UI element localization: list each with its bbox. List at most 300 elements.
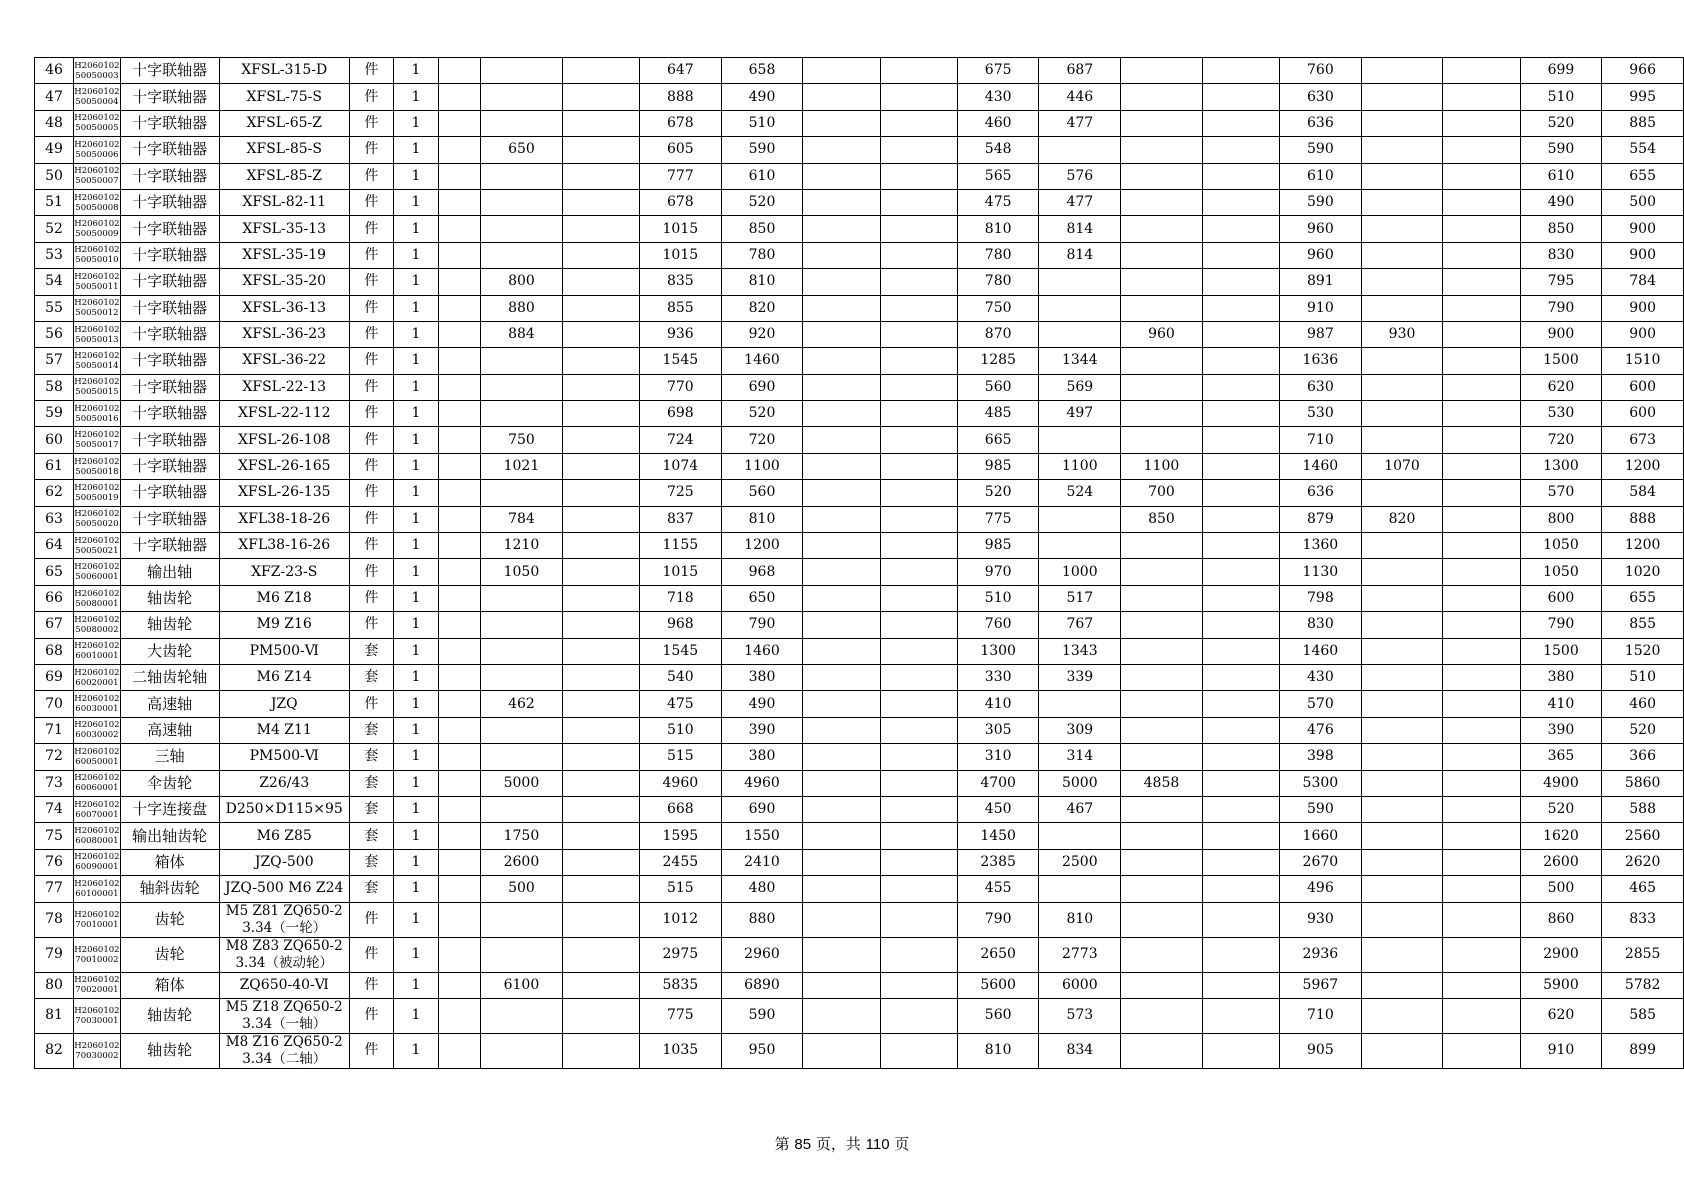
cell-spec: XFSL-85-S (219, 137, 349, 163)
cell-price-7 (880, 348, 957, 374)
cell-price-11 (1202, 972, 1279, 998)
cell-price-3 (562, 717, 639, 743)
cell-price-1 (438, 163, 480, 189)
cell-price-14 (1443, 374, 1520, 400)
cell-price-1 (438, 401, 480, 427)
cell-price-3 (562, 849, 639, 875)
cell-price-9 (1039, 295, 1121, 321)
cell-price-15: 610 (1520, 163, 1602, 189)
cell-price-9: 477 (1039, 189, 1121, 215)
cell-price-15: 860 (1520, 902, 1602, 937)
cell-price-1 (438, 717, 480, 743)
cell-price-13 (1361, 480, 1443, 506)
cell-price-15: 410 (1520, 691, 1602, 717)
cell-qty: 1 (393, 691, 438, 717)
cell-price-9: 1343 (1039, 638, 1121, 664)
cell-price-9: 314 (1039, 744, 1121, 770)
cell-spec: M8 Z83 ZQ650-23.34（被动轮） (219, 937, 349, 972)
cell-price-15: 620 (1520, 374, 1602, 400)
cell-price-14 (1443, 559, 1520, 585)
cell-price-3 (562, 163, 639, 189)
cell-price-8: 2650 (957, 937, 1039, 972)
cell-price-4: 835 (640, 269, 722, 295)
cell-name: 十字联轴器 (120, 401, 219, 427)
cell-unit: 件 (349, 998, 393, 1033)
cell-price-13 (1361, 137, 1443, 163)
cell-unit: 件 (349, 189, 393, 215)
cell-spec: XFSL-85-Z (219, 163, 349, 189)
cell-price-5: 920 (721, 321, 803, 347)
cell-price-9: 477 (1039, 110, 1121, 136)
cell-price-4: 1155 (640, 533, 722, 559)
cell-price-2: 6100 (481, 972, 563, 998)
cell-unit: 件 (349, 972, 393, 998)
cell-code: H206010250050021 (74, 533, 121, 559)
cell-name: 十字联轴器 (120, 295, 219, 321)
cell-name: 十字连接盘 (120, 796, 219, 822)
cell-price-3 (562, 58, 639, 84)
cell-unit: 件 (349, 506, 393, 532)
cell-price-14 (1443, 664, 1520, 690)
cell-price-15: 830 (1520, 242, 1602, 268)
cell-price-2 (481, 110, 563, 136)
cell-price-6 (803, 216, 880, 242)
cell-price-8: 810 (957, 216, 1039, 242)
cell-price-15: 2600 (1520, 849, 1602, 875)
cell-qty: 1 (393, 58, 438, 84)
cell-price-4: 647 (640, 58, 722, 84)
cell-price-3 (562, 770, 639, 796)
cell-spec: JZQ (219, 691, 349, 717)
cell-price-8: 750 (957, 295, 1039, 321)
cell-price-8: 780 (957, 242, 1039, 268)
cell-price-12: 930 (1280, 902, 1362, 937)
cell-price-1 (438, 189, 480, 215)
cell-price-4: 515 (640, 876, 722, 902)
cell-price-4: 718 (640, 585, 722, 611)
cell-price-2: 750 (481, 427, 563, 453)
cell-price-3 (562, 348, 639, 374)
cell-price-1 (438, 84, 480, 110)
cell-price-14 (1443, 691, 1520, 717)
table-row (35, 137, 1684, 163)
table-row (35, 348, 1684, 374)
cell-price-5: 950 (721, 1033, 803, 1068)
cell-price-6 (803, 638, 880, 664)
cell-price-4: 770 (640, 374, 722, 400)
cell-price-1 (438, 972, 480, 998)
cell-price-14 (1443, 796, 1520, 822)
cell-price-12: 1460 (1280, 638, 1362, 664)
cell-price-15: 2900 (1520, 937, 1602, 972)
cell-price-14 (1443, 506, 1520, 532)
footer-middle: 页，共 (815, 1135, 861, 1153)
cell-price-16: 465 (1602, 876, 1684, 902)
cell-price-11 (1202, 453, 1279, 479)
cell-price-5: 1460 (721, 348, 803, 374)
cell-price-9: 814 (1039, 242, 1121, 268)
cell-spec: M6 Z14 (219, 664, 349, 690)
cell-code: H206010260060001 (74, 770, 121, 796)
cell-spec: PM500-Ⅵ (219, 744, 349, 770)
cell-price-12: 590 (1280, 796, 1362, 822)
cell-price-12: 590 (1280, 189, 1362, 215)
cell-no: 81 (35, 998, 74, 1033)
cell-price-12: 636 (1280, 480, 1362, 506)
cell-price-4: 968 (640, 612, 722, 638)
cell-no: 56 (35, 321, 74, 347)
cell-price-10: 1100 (1121, 453, 1203, 479)
cell-price-11 (1202, 427, 1279, 453)
cell-name: 齿轮 (120, 937, 219, 972)
cell-price-4: 724 (640, 427, 722, 453)
cell-price-7 (880, 691, 957, 717)
cell-price-8: 870 (957, 321, 1039, 347)
cell-price-10 (1121, 533, 1203, 559)
cell-qty: 1 (393, 796, 438, 822)
cell-no: 79 (35, 937, 74, 972)
cell-no: 75 (35, 823, 74, 849)
cell-price-10: 4858 (1121, 770, 1203, 796)
cell-price-13 (1361, 533, 1443, 559)
cell-price-11 (1202, 189, 1279, 215)
cell-price-6 (803, 664, 880, 690)
footer-total-pages: 110 (865, 1136, 890, 1153)
cell-spec: M9 Z16 (219, 612, 349, 638)
cell-price-5: 780 (721, 242, 803, 268)
cell-code: H206010260020001 (74, 664, 121, 690)
cell-price-5: 810 (721, 269, 803, 295)
table-row (35, 110, 1684, 136)
cell-price-13 (1361, 242, 1443, 268)
cell-price-13 (1361, 796, 1443, 822)
cell-price-12: 590 (1280, 137, 1362, 163)
cell-name: 十字联轴器 (120, 110, 219, 136)
cell-qty: 1 (393, 348, 438, 374)
cell-price-9 (1039, 533, 1121, 559)
cell-price-4: 510 (640, 717, 722, 743)
cell-price-1 (438, 876, 480, 902)
cell-price-16: 2855 (1602, 937, 1684, 972)
cell-qty: 1 (393, 998, 438, 1033)
cell-price-1 (438, 664, 480, 690)
cell-unit: 件 (349, 295, 393, 321)
cell-price-12: 905 (1280, 1033, 1362, 1068)
cell-price-13 (1361, 58, 1443, 84)
cell-price-10 (1121, 163, 1203, 189)
table-body (35, 58, 1684, 1069)
table-row (35, 216, 1684, 242)
cell-code: H206010260100001 (74, 876, 121, 902)
cell-price-7 (880, 717, 957, 743)
cell-price-4: 2975 (640, 937, 722, 972)
cell-price-10 (1121, 559, 1203, 585)
cell-price-11 (1202, 533, 1279, 559)
cell-price-7 (880, 1033, 957, 1068)
price-table (34, 57, 1684, 1069)
table-row (35, 295, 1684, 321)
cell-price-7 (880, 770, 957, 796)
cell-price-13 (1361, 110, 1443, 136)
cell-price-10: 700 (1121, 480, 1203, 506)
cell-price-6 (803, 744, 880, 770)
cell-qty: 1 (393, 1033, 438, 1068)
cell-price-13 (1361, 295, 1443, 321)
cell-price-16: 673 (1602, 427, 1684, 453)
cell-price-7 (880, 216, 957, 242)
cell-price-14 (1443, 189, 1520, 215)
cell-name: 十字联轴器 (120, 216, 219, 242)
cell-no: 58 (35, 374, 74, 400)
cell-unit: 件 (349, 374, 393, 400)
cell-price-10 (1121, 972, 1203, 998)
cell-price-8: 1300 (957, 638, 1039, 664)
cell-price-3 (562, 242, 639, 268)
cell-price-13: 1070 (1361, 453, 1443, 479)
cell-price-5: 658 (721, 58, 803, 84)
cell-code: H206010250050017 (74, 427, 121, 453)
cell-qty: 1 (393, 533, 438, 559)
cell-price-15: 620 (1520, 998, 1602, 1033)
cell-price-6 (803, 849, 880, 875)
cell-price-7 (880, 796, 957, 822)
cell-price-12: 496 (1280, 876, 1362, 902)
cell-price-4: 540 (640, 664, 722, 690)
cell-name: 箱体 (120, 849, 219, 875)
cell-qty: 1 (393, 506, 438, 532)
cell-qty: 1 (393, 902, 438, 937)
cell-price-8: 810 (957, 1033, 1039, 1068)
cell-price-1 (438, 242, 480, 268)
cell-price-8: 485 (957, 401, 1039, 427)
cell-price-10 (1121, 242, 1203, 268)
cell-unit: 件 (349, 691, 393, 717)
cell-price-15: 699 (1520, 58, 1602, 84)
cell-price-8: 548 (957, 137, 1039, 163)
cell-price-7 (880, 321, 957, 347)
cell-price-11 (1202, 321, 1279, 347)
cell-price-7 (880, 937, 957, 972)
cell-price-7 (880, 480, 957, 506)
cell-spec: XFSL-36-13 (219, 295, 349, 321)
cell-price-15: 365 (1520, 744, 1602, 770)
cell-price-7 (880, 84, 957, 110)
cell-price-9: 834 (1039, 1033, 1121, 1068)
cell-name: 十字联轴器 (120, 189, 219, 215)
cell-price-14 (1443, 216, 1520, 242)
cell-price-2 (481, 796, 563, 822)
cell-code: H206010260090001 (74, 849, 121, 875)
cell-no: 74 (35, 796, 74, 822)
cell-price-14 (1443, 1033, 1520, 1068)
cell-code: H206010270010001 (74, 902, 121, 937)
cell-name: 轴齿轮 (120, 1033, 219, 1068)
cell-price-3 (562, 295, 639, 321)
cell-spec: M6 Z85 (219, 823, 349, 849)
cell-spec: M5 Z18 ZQ650-23.34（一轴） (219, 998, 349, 1033)
cell-price-15: 510 (1520, 84, 1602, 110)
cell-no: 47 (35, 84, 74, 110)
cell-price-3 (562, 937, 639, 972)
cell-unit: 件 (349, 321, 393, 347)
cell-no: 51 (35, 189, 74, 215)
cell-price-14 (1443, 401, 1520, 427)
cell-price-10 (1121, 189, 1203, 215)
cell-price-15: 720 (1520, 427, 1602, 453)
cell-name: 十字联轴器 (120, 58, 219, 84)
cell-price-11 (1202, 796, 1279, 822)
cell-price-4: 1545 (640, 348, 722, 374)
cell-price-10 (1121, 744, 1203, 770)
cell-price-2 (481, 401, 563, 427)
table-row (35, 533, 1684, 559)
cell-price-5: 480 (721, 876, 803, 902)
cell-code: H206010260070001 (74, 796, 121, 822)
cell-price-5: 590 (721, 137, 803, 163)
cell-price-3 (562, 876, 639, 902)
cell-price-5: 850 (721, 216, 803, 242)
table-row (35, 585, 1684, 611)
cell-price-10 (1121, 1033, 1203, 1068)
cell-price-1 (438, 1033, 480, 1068)
cell-price-14 (1443, 744, 1520, 770)
cell-code: H206010270030002 (74, 1033, 121, 1068)
cell-price-2 (481, 937, 563, 972)
cell-price-8: 330 (957, 664, 1039, 690)
cell-price-11 (1202, 374, 1279, 400)
cell-price-9 (1039, 137, 1121, 163)
cell-unit: 件 (349, 348, 393, 374)
cell-unit: 套 (349, 744, 393, 770)
cell-price-8: 1450 (957, 823, 1039, 849)
cell-spec: XFSL-22-13 (219, 374, 349, 400)
cell-price-3 (562, 559, 639, 585)
cell-price-4: 777 (640, 163, 722, 189)
cell-price-13 (1361, 374, 1443, 400)
cell-code: H206010250050005 (74, 110, 121, 136)
cell-code: H206010260080001 (74, 823, 121, 849)
cell-price-5: 1550 (721, 823, 803, 849)
cell-price-3 (562, 1033, 639, 1068)
cell-price-1 (438, 585, 480, 611)
cell-price-13 (1361, 84, 1443, 110)
cell-price-10 (1121, 902, 1203, 937)
cell-price-10 (1121, 58, 1203, 84)
cell-price-9: 1000 (1039, 559, 1121, 585)
cell-price-2: 650 (481, 137, 563, 163)
cell-price-15: 570 (1520, 480, 1602, 506)
cell-spec: XFSL-82-11 (219, 189, 349, 215)
cell-price-14 (1443, 717, 1520, 743)
cell-price-12: 910 (1280, 295, 1362, 321)
cell-price-11 (1202, 295, 1279, 321)
cell-price-12: 1360 (1280, 533, 1362, 559)
footer-suffix: 页 (894, 1135, 910, 1153)
cell-price-9: 814 (1039, 216, 1121, 242)
cell-price-15: 1050 (1520, 533, 1602, 559)
cell-price-4: 475 (640, 691, 722, 717)
cell-price-13 (1361, 876, 1443, 902)
cell-price-8: 985 (957, 453, 1039, 479)
cell-spec: XFSL-35-20 (219, 269, 349, 295)
cell-price-4: 1015 (640, 242, 722, 268)
cell-price-9: 810 (1039, 902, 1121, 937)
cell-price-13 (1361, 348, 1443, 374)
cell-price-16: 833 (1602, 902, 1684, 937)
cell-price-6 (803, 374, 880, 400)
cell-price-15: 795 (1520, 269, 1602, 295)
cell-price-5: 610 (721, 163, 803, 189)
cell-unit: 件 (349, 559, 393, 585)
cell-price-4: 1035 (640, 1033, 722, 1068)
cell-price-7 (880, 533, 957, 559)
cell-price-2 (481, 638, 563, 664)
cell-spec: XFSL-315-D (219, 58, 349, 84)
cell-price-11 (1202, 480, 1279, 506)
table-row (35, 480, 1684, 506)
cell-qty: 1 (393, 612, 438, 638)
cell-unit: 件 (349, 84, 393, 110)
cell-price-16: 1200 (1602, 453, 1684, 479)
cell-qty: 1 (393, 374, 438, 400)
cell-price-14 (1443, 585, 1520, 611)
table-row (35, 717, 1684, 743)
cell-price-15: 790 (1520, 612, 1602, 638)
cell-price-8: 455 (957, 876, 1039, 902)
cell-price-4: 515 (640, 744, 722, 770)
cell-no: 80 (35, 972, 74, 998)
cell-price-3 (562, 110, 639, 136)
cell-qty: 1 (393, 823, 438, 849)
cell-name: 十字联轴器 (120, 84, 219, 110)
cell-price-16: 520 (1602, 717, 1684, 743)
cell-spec: XFSL-65-Z (219, 110, 349, 136)
cell-price-9 (1039, 823, 1121, 849)
cell-price-2 (481, 717, 563, 743)
cell-unit: 件 (349, 401, 393, 427)
cell-price-10 (1121, 664, 1203, 690)
cell-price-6 (803, 84, 880, 110)
cell-price-16: 366 (1602, 744, 1684, 770)
cell-price-14 (1443, 84, 1520, 110)
cell-price-16: 655 (1602, 163, 1684, 189)
cell-price-16: 1200 (1602, 533, 1684, 559)
table-row (35, 612, 1684, 638)
cell-price-11 (1202, 216, 1279, 242)
cell-price-5: 810 (721, 506, 803, 532)
cell-price-1 (438, 506, 480, 532)
cell-price-1 (438, 770, 480, 796)
cell-price-5: 390 (721, 717, 803, 743)
cell-code: H206010250050019 (74, 480, 121, 506)
cell-price-12: 987 (1280, 321, 1362, 347)
cell-price-2: 1750 (481, 823, 563, 849)
cell-price-1 (438, 849, 480, 875)
cell-price-12: 570 (1280, 691, 1362, 717)
table-row (35, 84, 1684, 110)
cell-qty: 1 (393, 189, 438, 215)
cell-code: H206010250050009 (74, 216, 121, 242)
cell-price-12: 710 (1280, 998, 1362, 1033)
cell-price-3 (562, 638, 639, 664)
cell-no: 70 (35, 691, 74, 717)
cell-price-14 (1443, 638, 1520, 664)
cell-price-14 (1443, 902, 1520, 937)
cell-price-16: 2560 (1602, 823, 1684, 849)
cell-price-8: 430 (957, 84, 1039, 110)
cell-qty: 1 (393, 638, 438, 664)
cell-price-11 (1202, 559, 1279, 585)
